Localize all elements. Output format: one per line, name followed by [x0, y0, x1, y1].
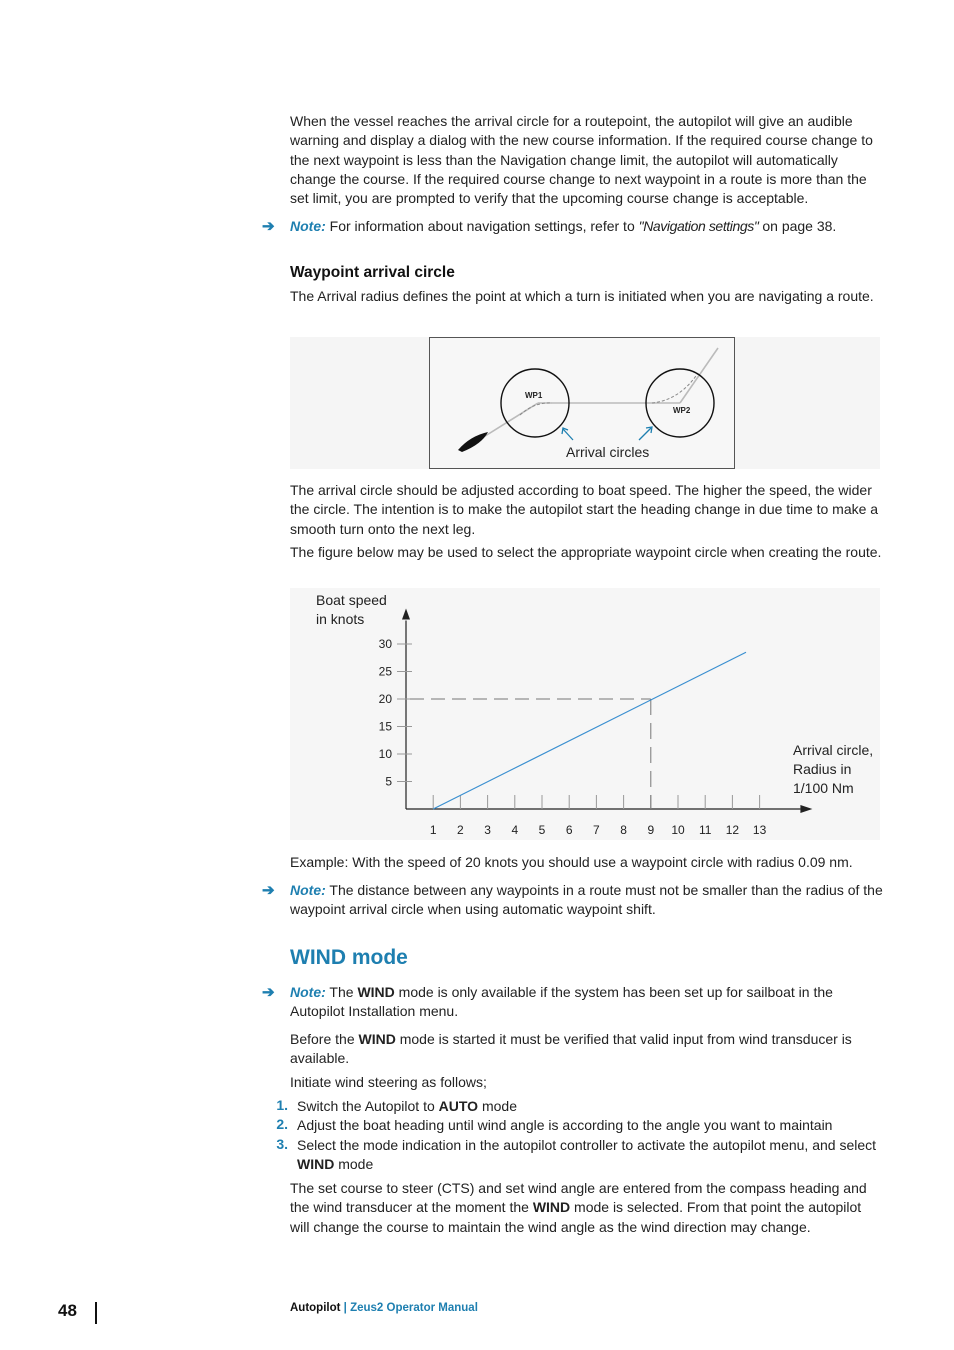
- footer-title: [290, 1302, 478, 1314]
- note-text: The distance between any waypoints in a route must not be smaller than the radius of the waypoint arrival circle when using automatic waypoint shift.: [290, 882, 883, 918]
- x-tick-label: 8: [620, 823, 627, 837]
- note-arrow-icon: ➔: [262, 218, 275, 235]
- section-heading-waypoint-arrival: Waypoint arrival circle: [290, 264, 455, 281]
- step-bold: AUTO: [438, 1098, 479, 1114]
- note-post: mode is only available if the system has been set up for sailboat in the Autopilot Installation menu.: [290, 984, 833, 1020]
- p3-post: mode is selected. From that point the autopilot will change the course to maintain the wind angle as the wind direction may change.: [290, 1199, 862, 1235]
- x-tick-label: 5: [538, 823, 546, 837]
- step-number: 3.: [276, 1136, 288, 1152]
- wind-cts-paragraph: [290, 1179, 884, 1237]
- page-number: 48: [58, 1301, 77, 1320]
- waypoint-label-wp1: WP1: [525, 391, 543, 400]
- step-pre: Switch the Autopilot to: [297, 1098, 435, 1114]
- x-tick-label: 1: [429, 823, 437, 837]
- note-label: Note:: [290, 882, 326, 898]
- wind-verify-paragraph: [290, 1030, 884, 1069]
- step-2: [297, 1116, 887, 1135]
- x-tick-label: 9: [647, 823, 655, 837]
- step-bold: WIND: [297, 1156, 335, 1172]
- note-label: Note:: [290, 218, 326, 234]
- x-tick-label: 3: [484, 823, 491, 837]
- p3-bold: WIND: [532, 1199, 571, 1216]
- figure-caption: Arrival circles: [566, 444, 650, 460]
- step-post: mode: [481, 1098, 517, 1114]
- note-waypoint-distance: [290, 881, 884, 920]
- note-pre: The: [329, 984, 354, 1000]
- boat-icon: [458, 432, 488, 452]
- y-axis-arrow-icon: [402, 609, 410, 620]
- p3-pre: The set course to steer (CTS) and set wind angle are entered from the compass heading and the wind transducer at the moment the: [290, 1180, 867, 1216]
- note-arrow-icon: ➔: [262, 984, 275, 1001]
- x-tick-label: 7: [593, 823, 600, 837]
- step-post: mode: [338, 1156, 374, 1172]
- footer-manual: Zeus2 Operator Manual: [350, 1302, 478, 1314]
- p1-pre: Before the: [290, 1031, 355, 1047]
- y-tick-label: 20: [378, 692, 392, 706]
- step-number: 1.: [276, 1097, 288, 1113]
- x-tick-label: 4: [511, 823, 519, 837]
- x-tick-label: 13: [752, 823, 767, 837]
- step-pre: Select the mode indication in the autopilot controller to activate the autopilot menu, and select: [297, 1137, 877, 1153]
- step-3: [297, 1136, 887, 1174]
- figure-intro-paragraph: The figure below may be used to select the appropriate waypoint circle when creating the route.: [290, 544, 882, 560]
- p1-post: mode is started it must be verified that valid input from wind transducer is available.: [290, 1031, 852, 1067]
- chart-xlabel-line2: Radius in: [793, 761, 852, 777]
- chart-xlabel-line1: Arrival circle,: [793, 742, 874, 758]
- cross-reference-link[interactable]: "Navigation settings": [638, 218, 759, 234]
- footer-divider: [95, 1302, 97, 1324]
- series-line: [433, 652, 746, 809]
- note-label: Note:: [290, 984, 326, 1000]
- x-axis-arrow-icon: [800, 805, 812, 813]
- y-tick-label: 25: [378, 664, 392, 679]
- section-heading-wind-mode: WIND mode: [290, 946, 408, 969]
- p1-bold: WIND: [358, 1031, 396, 1047]
- arrival-speed-paragraph: The arrival circle should be adjusted according to boat speed. The higher the speed, the wider the circle. The intention is to make the autopilot start the heading change in due time to make a smooth turn onto the next leg.: [290, 482, 879, 537]
- waypoint-label-wp2: WP2: [673, 406, 691, 415]
- y-tick-label: 10: [378, 747, 392, 761]
- speed-radius-chart: [290, 588, 880, 840]
- x-tick-label: 10: [671, 823, 685, 837]
- pointer-arrow-wp2: [639, 428, 651, 440]
- y-tick-label: 30: [378, 637, 392, 651]
- x-tick-label: 2: [457, 823, 464, 837]
- note-text: For information about navigation settings, refer to: [329, 218, 635, 234]
- footer-section: Autopilot: [290, 1302, 341, 1314]
- y-tick-label: 15: [378, 719, 392, 734]
- note-wind-availability: [290, 983, 884, 1022]
- chart-xlabel-line3: 1/100 Nm: [793, 780, 854, 796]
- note-bold: WIND: [357, 984, 395, 1000]
- note-suffix: on page 38.: [762, 218, 837, 234]
- y-tick-label: 5: [385, 774, 392, 789]
- footer-separator: |: [343, 1302, 347, 1314]
- chart-ylabel-line2: in knots: [316, 611, 365, 627]
- x-tick-label: 11: [698, 823, 712, 837]
- step-1: [297, 1097, 887, 1116]
- x-tick-label: 12: [725, 823, 740, 837]
- wind-initiate-paragraph: Initiate wind steering as follows;: [290, 1074, 487, 1090]
- arrival-circles-figure: [429, 337, 735, 469]
- intro-paragraph: When the vessel reaches the arrival circle for a routepoint, the autopilot will give an audible warning and display a dialog with the new course information. If the required course change to the next waypoint is less than the Navigation change limit, the autopilot will automatically change the course. If the required course change to next waypoint in a route is more than the set limit, you are prompted to verify that the upcoming course change is acceptable.: [290, 113, 873, 207]
- note-navigation-settings: [290, 217, 884, 236]
- step-number: 2.: [276, 1116, 288, 1132]
- pointer-arrow-wp1: [563, 429, 573, 440]
- chart-ylabel-line1: Boat speed: [316, 592, 387, 608]
- x-tick-label: 6: [565, 823, 573, 837]
- example-paragraph: Example: With the speed of 20 knots you should use a waypoint circle with radius 0.09 nm.: [290, 854, 853, 870]
- note-arrow-icon: ➔: [262, 882, 275, 899]
- step-pre: Adjust the boat heading until wind angle is according to the angle you want to maintain: [297, 1117, 833, 1133]
- arrival-radius-paragraph: The Arrival radius defines the point at which a turn is initiated when you are navigating a route.: [290, 288, 874, 304]
